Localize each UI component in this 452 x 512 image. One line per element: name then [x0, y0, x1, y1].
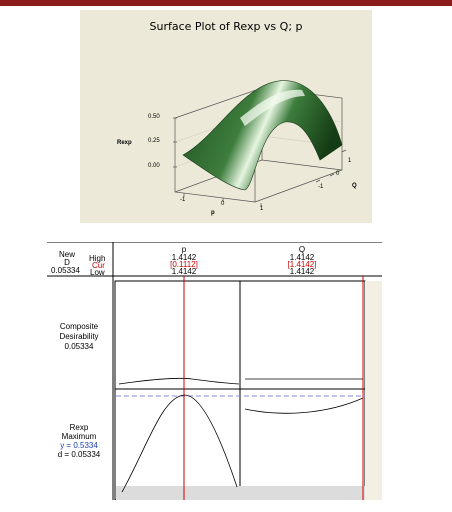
composite-value: 0.05334 — [64, 342, 94, 351]
d-value: 0.05334 — [51, 266, 80, 275]
response-name: Rexp — [69, 423, 89, 432]
bottom-band — [116, 486, 365, 500]
z-tick-025: 0.25 — [148, 138, 160, 144]
new-label: New — [58, 250, 75, 259]
factor-p-high: 1.4142 — [171, 253, 197, 262]
factor-p-name: p — [181, 245, 187, 254]
optimizer-graphic — [47, 242, 382, 500]
factor-p-low: 1.4142 — [171, 267, 197, 276]
z-tick-050: 0.50 — [148, 114, 160, 120]
x-tick-0: 0 — [221, 201, 225, 207]
y-tick-0: 0 — [336, 171, 340, 177]
top-border-bar — [0, 0, 452, 6]
y-tick-neg1: -1 — [318, 184, 324, 190]
factor-q-current[interactable]: [1.4142] — [287, 260, 317, 269]
factor-q-low: 1.4142 — [289, 267, 315, 276]
z-tick-000: 0.00 — [148, 163, 160, 169]
composite-label-1: Composite — [59, 322, 99, 331]
x-tick-1: 1 — [260, 206, 264, 212]
x-tick-neg1: -1 — [180, 197, 186, 203]
response-y-value: y = 0.5334 — [60, 441, 98, 450]
surface-plot-graphic — [80, 10, 372, 223]
composite-label-2: Desirability — [59, 332, 99, 341]
composite-curve-p — [119, 378, 239, 384]
x-axis-label: p — [211, 210, 215, 216]
high-label: High — [89, 254, 106, 263]
composite-cell-q — [240, 281, 365, 389]
response-cell-q — [240, 389, 365, 500]
z-axis-label: Rexp — [117, 140, 132, 146]
response-curve-p — [122, 395, 237, 492]
factor-q-name: Q — [298, 245, 306, 254]
response-curve-q — [245, 398, 363, 413]
surface-plot-panel — [80, 10, 372, 223]
response-optimizer-panel — [47, 242, 382, 500]
surface-plot-title: Surface Plot of Rexp vs Q; p — [149, 20, 303, 33]
cur-label: Cur — [92, 261, 105, 270]
y-tick-1: 1 — [348, 158, 352, 164]
d-label: D — [64, 258, 70, 267]
factor-q-high: 1.4142 — [289, 253, 315, 262]
factor-p-current[interactable]: [0.1112] — [170, 260, 198, 269]
response-d-value: d = 0.05334 — [57, 450, 101, 459]
low-label: Low — [90, 268, 105, 277]
y-axis-label: Q — [352, 183, 357, 189]
scroll-strip[interactable] — [365, 281, 382, 500]
response-goal: Maximum — [61, 432, 97, 441]
composite-cell-p — [115, 281, 240, 389]
response-surface — [183, 81, 342, 190]
